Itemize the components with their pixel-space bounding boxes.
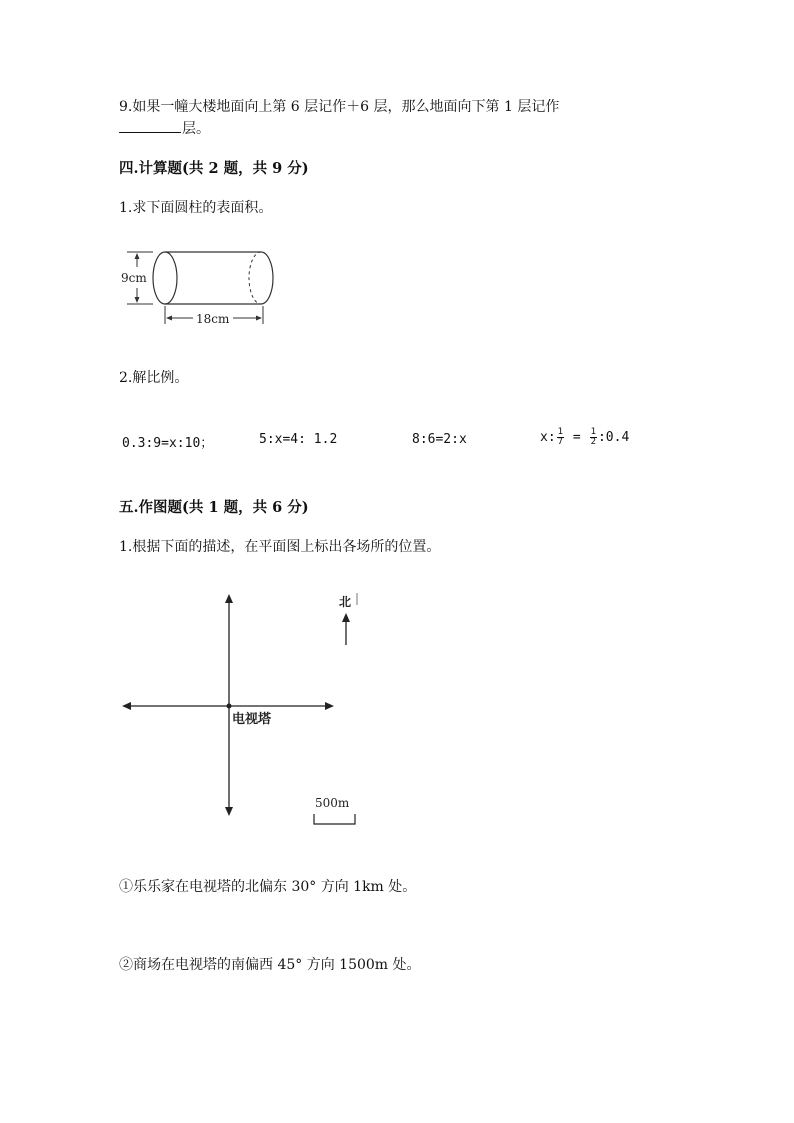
arrow-south-axis-icon <box>225 807 233 816</box>
section-4-title: 四.计算题(共 2 题，共 9 分) <box>119 160 309 177</box>
eq4-equals: = <box>565 430 589 445</box>
scale-bar <box>314 814 355 824</box>
equation-1: 0.3:9=x:10； <box>122 436 214 451</box>
cylinder-right-front <box>261 252 273 304</box>
arrow-right-icon <box>256 316 262 321</box>
fraction-2-denominator: 2 <box>590 437 596 447</box>
arrow-west-icon <box>122 702 131 710</box>
question-9-suffix: 层。 <box>182 121 210 137</box>
map-description-2: ②商场在电视塔的南偏西 45° 方向 1500m 处。 <box>119 957 421 973</box>
fraction-2-numerator: 1 <box>590 427 596 437</box>
fraction-2 <box>590 428 597 447</box>
fraction-1-denominator: 7 <box>557 437 564 447</box>
question-9-line2 <box>119 118 210 140</box>
fraction-1-numerator: 1 <box>557 427 564 437</box>
arrow-north-axis-icon <box>225 594 233 603</box>
cylinder-left-ellipse <box>153 252 177 304</box>
length-label: 18cm <box>196 312 230 326</box>
north-label: 北 <box>339 595 352 609</box>
map-description-1: ①乐乐家在电视塔的北偏东 30° 方向 1km 处。 <box>119 879 417 895</box>
map-figure <box>115 585 375 835</box>
equation-3: 8:6=2:x <box>412 432 467 447</box>
arrow-east-icon <box>325 702 334 710</box>
arrow-left-icon <box>166 316 172 321</box>
north-arrow-icon <box>342 613 350 622</box>
equation-4 <box>540 428 629 447</box>
height-label: 9cm <box>121 271 147 285</box>
question-9-line1: 9.如果一幢大楼地面向上第 6 层记作＋6 层，那么地面向下第 1 层记作 <box>119 99 560 115</box>
arrow-down-icon <box>135 297 140 303</box>
section-5-title: 五.作图题(共 1 题，共 6 分) <box>119 499 309 516</box>
eq4-suffix: :0.4 <box>597 430 630 445</box>
cylinder-right-hidden <box>249 252 261 304</box>
section-5-question-1: 1.根据下面的描述，在平面图上标出各场所的位置。 <box>119 539 441 555</box>
scale-label: 500m <box>315 796 350 810</box>
answer-blank[interactable] <box>119 118 181 133</box>
section-4-question-2: 2.解比例。 <box>119 370 189 386</box>
section-4-question-1: 1.求下面圆柱的表面积。 <box>119 200 273 216</box>
arrow-up-icon <box>135 253 140 259</box>
origin-dot <box>227 704 232 709</box>
cylinder-figure <box>115 240 290 330</box>
fraction-1 <box>557 428 564 447</box>
equation-2: 5:x=4: 1.2 <box>259 432 338 447</box>
eq4-prefix: x: <box>540 430 556 445</box>
tv-tower-label: 电视塔 <box>232 712 272 727</box>
